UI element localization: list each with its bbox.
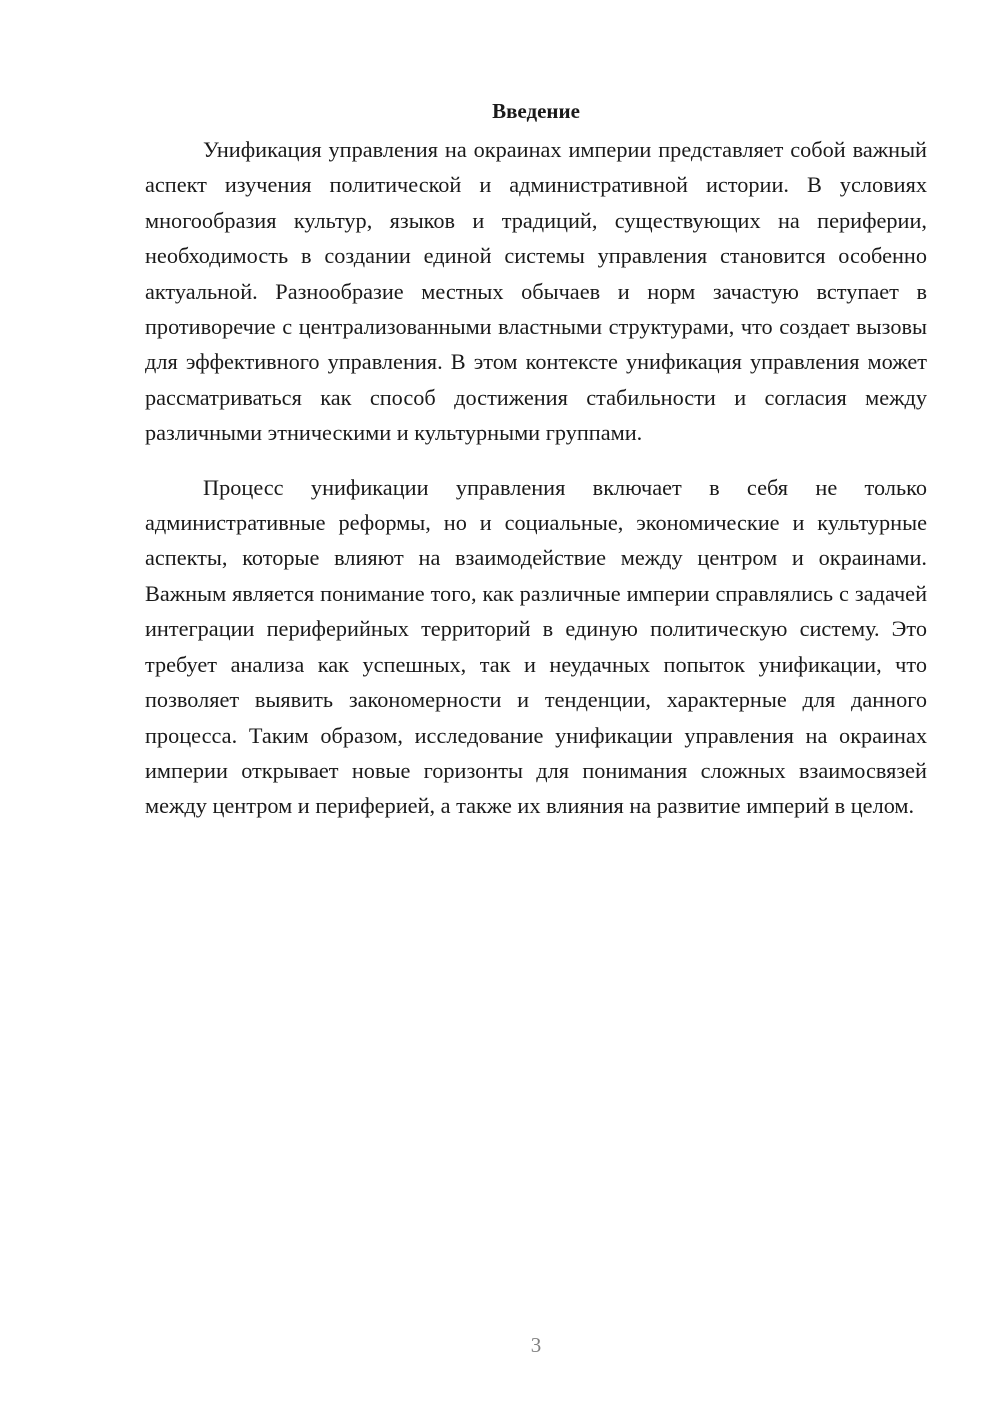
page-number: 3 [530, 1333, 542, 1357]
page-content [145, 96, 927, 824]
section-title: Введение [492, 99, 580, 123]
paragraph-1: Унификация управления на окраинах империи представляет собой важный аспект изучения политической и административной истории. В условиях многообразия культур, языков и традиций, существующих на периферии, необходимость в создании единой системы управления становится особенно актуальной. Разнообразие местных обычаев и норм зачастую вступает в противоречие с централизованными властными структурами, что создает вызовы для эффективного управления. В этом контексте унификация управления может рассматриваться как способ достижения стабильности и согласия между различными этническими и культурными группами. [145, 137, 927, 446]
paragraph-2: Процесс унификации управления включает в себя не только административные реформы, но и социальные, экономические и культурные аспекты, которые влияют на взаимодействие между центром и окраинами. Важным является понимание того, как различные империи справлялись с задачей интеграции периферийных территорий в единую политическую систему. Это требует анализа как успешных, так и неудачных попыток унификации, что позволяет выявить закономерности и тенденции, характерные для данного процесса. Таким образом, исследование унификации управления на окраинах империи открывает новые горизонты для понимания сложных взаимосвязей между центром и периферией, а также их влияния на развитие империй в целом. [145, 474, 927, 819]
